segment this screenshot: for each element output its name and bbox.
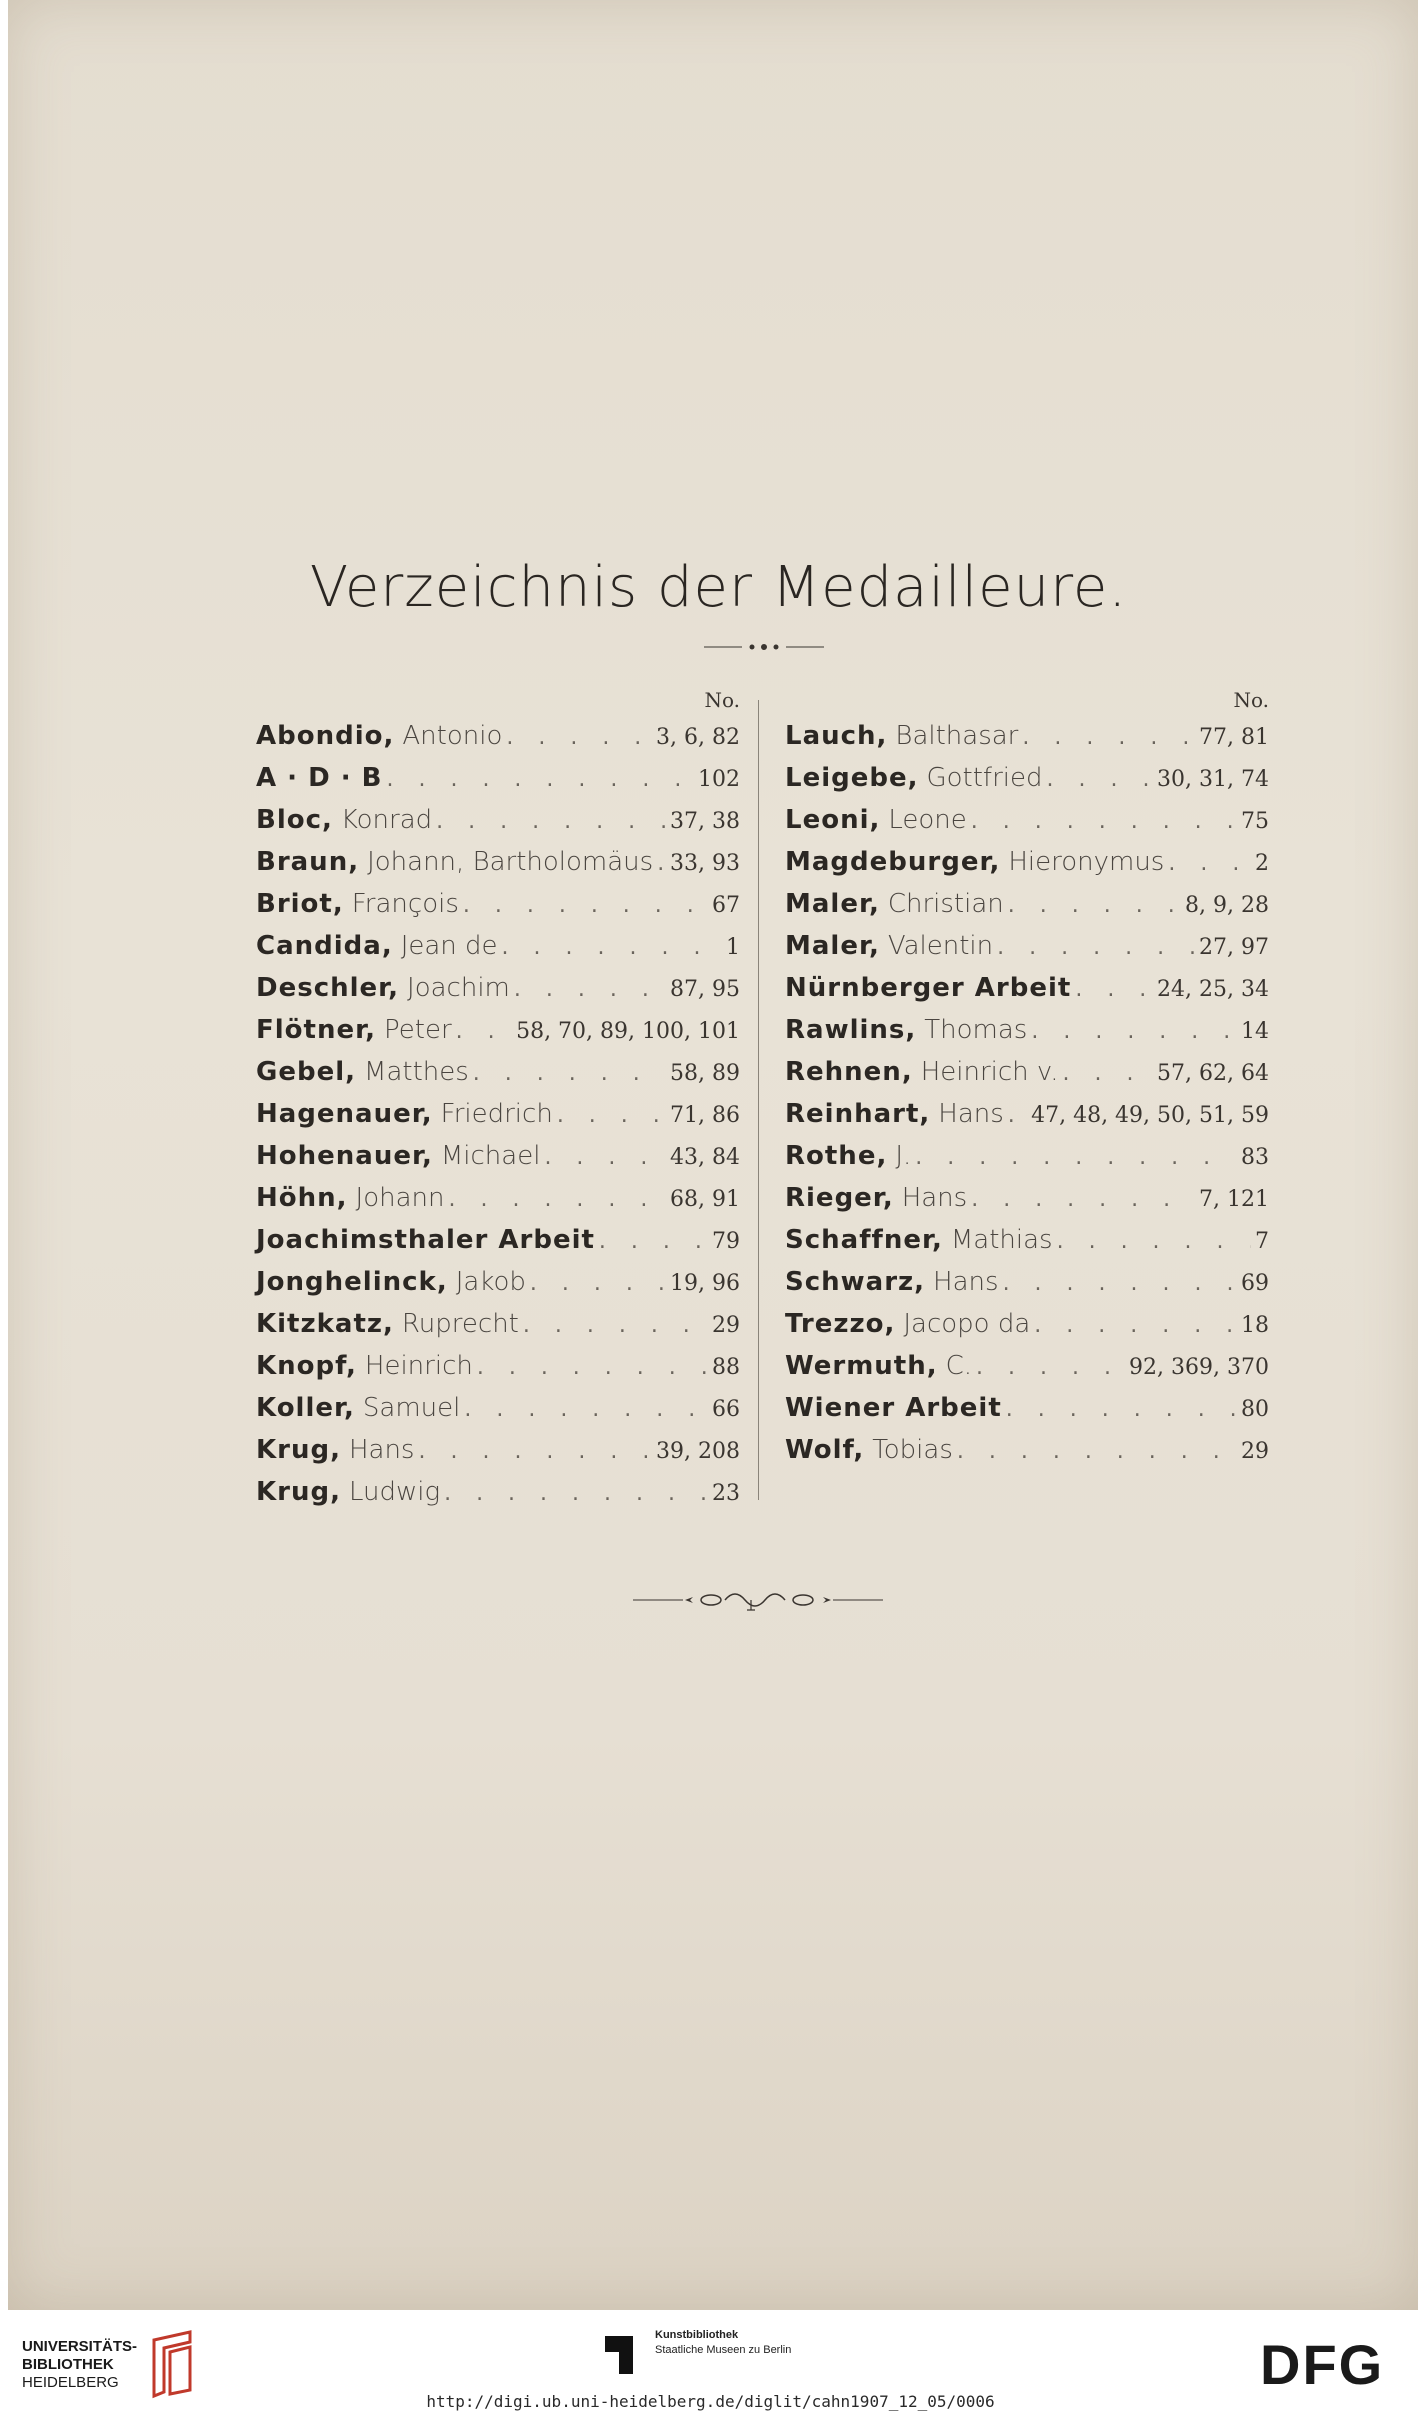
item-numbers: 18 — [1241, 1313, 1269, 1338]
medallist-name: Briot, — [256, 889, 344, 919]
medallist-name: Rehnen, — [785, 1057, 913, 1087]
medallist-name: Wermuth, — [785, 1351, 938, 1381]
dot-leader — [464, 1389, 708, 1431]
medallist-given-name: Jean de — [400, 931, 498, 961]
index-entry — [256, 799, 740, 841]
index-entry — [256, 1429, 740, 1471]
dot-leader — [477, 1347, 708, 1389]
kunstbibliothek-name — [655, 2328, 791, 2358]
column-divider — [758, 700, 759, 1500]
university-library-logo-icon — [142, 2330, 202, 2400]
dot-leader — [657, 843, 666, 885]
medallist-name: Schaffner, — [785, 1225, 943, 1255]
index-entry — [256, 1303, 740, 1345]
item-numbers: 37, 38 — [670, 809, 740, 834]
medallist-given-name: Ruprecht — [401, 1309, 519, 1339]
dot-leader — [514, 969, 666, 1011]
left-column — [256, 685, 740, 1513]
index-entry — [256, 1471, 740, 1513]
no-column-header: No. — [1233, 688, 1269, 712]
medallist-given-name: Samuel — [362, 1393, 461, 1423]
medallist-name: Maler, — [785, 889, 880, 919]
medallist-name: Jonghelinck, — [256, 1267, 448, 1297]
item-numbers: 75 — [1241, 809, 1269, 834]
item-numbers: 68, 91 — [670, 1187, 740, 1212]
item-numbers: 14 — [1241, 1019, 1269, 1044]
dot-leader — [976, 1347, 1125, 1389]
item-numbers: 88 — [712, 1355, 740, 1380]
index-entry — [256, 841, 740, 883]
dot-leader — [971, 801, 1237, 843]
right-column — [785, 685, 1269, 1471]
item-numbers: 23 — [712, 1481, 740, 1506]
dot-leader — [502, 927, 722, 969]
medallist-given-name: Hans — [348, 1435, 415, 1465]
dot-leader — [386, 759, 694, 801]
item-numbers: 7 — [1255, 1229, 1269, 1254]
index-entry — [256, 1387, 740, 1429]
dot-leader — [1063, 1053, 1153, 1095]
dfg-logo: DFG — [1260, 2333, 1385, 2396]
dot-leader — [1006, 1389, 1237, 1431]
medallist-name: Trezzo, — [785, 1309, 896, 1339]
title-ornament — [704, 640, 824, 654]
medallist-given-name: Jakob — [455, 1267, 526, 1297]
index-entry — [256, 883, 740, 925]
dot-leader — [1008, 1095, 1027, 1137]
medallist-name: Magdeburger, — [785, 847, 1001, 877]
item-numbers: 47, 48, 49, 50, 51, 59 — [1031, 1103, 1269, 1128]
medallist-given-name: Heinrich v. — [920, 1057, 1059, 1087]
left-entries — [256, 715, 740, 1513]
medallist-given-name: Heinrich — [364, 1351, 473, 1381]
medallist-name: Wolf, — [785, 1435, 865, 1465]
item-numbers: 29 — [712, 1313, 740, 1338]
item-numbers: 43, 84 — [670, 1145, 740, 1170]
medallist-name: Gebel, — [256, 1057, 357, 1087]
dot-leader — [530, 1263, 666, 1305]
medallist-name: Hohenauer, — [256, 1141, 433, 1171]
medallist-given-name: Valentin — [887, 931, 994, 961]
item-numbers: 1 — [726, 935, 740, 960]
medallist-given-name: J. — [895, 1141, 912, 1171]
medallist-name: Krug, — [256, 1435, 341, 1465]
item-numbers: 58, 70, 89, 100, 101 — [516, 1019, 740, 1044]
medallist-name: Lauch, — [785, 721, 888, 751]
dot-leader — [971, 1179, 1195, 1221]
item-numbers: 33, 93 — [670, 851, 740, 876]
medallist-name: Candida, — [256, 931, 393, 961]
end-ornament — [633, 1585, 883, 1615]
item-numbers: 102 — [698, 767, 740, 792]
index-entry — [256, 925, 740, 967]
medallist-name: Leoni, — [785, 805, 881, 835]
medallist-given-name: Ludwig — [348, 1477, 441, 1507]
index-entry — [785, 1219, 1269, 1261]
medallist-name: Krug, — [256, 1477, 341, 1507]
item-numbers: 57, 62, 64 — [1157, 1061, 1269, 1086]
index-entry — [256, 1009, 740, 1051]
dot-leader — [444, 1473, 708, 1515]
medallist-given-name: Balthasar — [895, 721, 1019, 751]
index-entry — [256, 1219, 740, 1261]
kb-line: Staatliche Museen zu Berlin — [655, 2344, 792, 2356]
index-entry — [785, 841, 1269, 883]
item-numbers: 2 — [1255, 851, 1269, 876]
library-line: BIBLIOTHEK — [22, 2356, 114, 2373]
index-entry — [785, 715, 1269, 757]
medallist-name: Knopf, — [256, 1351, 357, 1381]
dot-leader — [1057, 1221, 1251, 1263]
dot-leader — [1022, 717, 1195, 759]
dot-leader — [1168, 843, 1251, 885]
medallist-given-name: Hans — [933, 1267, 999, 1297]
index-entry — [256, 1051, 740, 1093]
medallist-name: Abondio, — [256, 721, 395, 751]
index-entry — [785, 757, 1269, 799]
index-entry — [256, 1135, 740, 1177]
medallist-given-name: Johann — [355, 1183, 445, 1213]
item-numbers: 8, 9, 28 — [1185, 893, 1269, 918]
dot-leader — [544, 1137, 666, 1179]
medallist-name: Schwarz, — [785, 1267, 926, 1297]
dot-leader — [599, 1221, 708, 1263]
item-numbers: 66 — [712, 1397, 740, 1422]
kunstbibliothek-logo-icon — [605, 2334, 649, 2378]
item-numbers: 79 — [712, 1229, 740, 1254]
index-entry — [256, 1345, 740, 1387]
medallist-given-name: C. — [945, 1351, 973, 1381]
medallist-given-name: Hans — [938, 1099, 1004, 1129]
medallist-given-name: Friedrich — [440, 1099, 553, 1129]
medallist-given-name: Leone — [888, 805, 967, 835]
index-entry — [785, 1345, 1269, 1387]
source-url[interactable]: http://digi.ub.uni-heidelberg.de/diglit/cahn1907_12_05/0006 — [426, 2392, 995, 2411]
item-numbers: 67 — [712, 893, 740, 918]
dot-leader — [436, 801, 666, 843]
medallist-name: Maler, — [785, 931, 880, 961]
medallist-name: Rothe, — [785, 1141, 888, 1171]
dot-leader — [456, 1011, 512, 1053]
medallist-name: Joachimsthaler Arbeit — [256, 1225, 595, 1255]
index-entry — [785, 1009, 1269, 1051]
medallist-given-name: Konrad — [340, 805, 433, 835]
medallist-name: Rieger, — [785, 1183, 894, 1213]
dot-leader — [997, 927, 1195, 969]
item-numbers: 30, 31, 74 — [1157, 767, 1269, 792]
medallist-name: Kitzkatz, — [256, 1309, 394, 1339]
item-numbers: 80 — [1241, 1397, 1269, 1422]
medallist-name: Höhn, — [256, 1183, 348, 1213]
medallist-name: Bloc, — [256, 805, 333, 835]
dot-leader — [1075, 969, 1153, 1011]
item-numbers: 39, 208 — [656, 1439, 740, 1464]
index-entry — [785, 799, 1269, 841]
right-entries — [785, 715, 1269, 1471]
index-entry — [256, 1261, 740, 1303]
item-numbers: 29 — [1241, 1439, 1269, 1464]
library-name — [22, 2338, 137, 2392]
medallist-name: Nürnberger Arbeit — [785, 973, 1072, 1003]
dot-leader — [523, 1305, 708, 1347]
index-entry — [785, 925, 1269, 967]
medallist-name: Deschler, — [256, 973, 400, 1003]
medallist-name: Rawlins, — [785, 1015, 917, 1045]
index-entry — [785, 1429, 1269, 1471]
dot-leader — [463, 885, 708, 927]
medallist-given-name: Gottfried — [926, 763, 1043, 793]
item-numbers: 19, 96 — [670, 1271, 740, 1296]
scanned-page — [8, 0, 1418, 2310]
dot-leader — [448, 1179, 666, 1221]
dot-leader — [957, 1431, 1237, 1473]
item-numbers: 69 — [1241, 1271, 1269, 1296]
index-entry — [785, 1303, 1269, 1345]
page-title: Verzeichnis der Medailleure. — [309, 555, 1128, 620]
index-entry — [256, 715, 740, 757]
item-numbers: 3, 6, 82 — [656, 725, 740, 750]
medallist-given-name: Johann, Bartholomäus — [367, 847, 654, 877]
medallist-given-name: Joachim — [407, 973, 510, 1003]
dot-leader — [1031, 1011, 1237, 1053]
item-numbers: 83 — [1241, 1145, 1269, 1170]
footer-bar — [0, 2310, 1421, 2415]
medallist-given-name: Christian — [887, 889, 1004, 919]
medallist-name: Koller, — [256, 1393, 355, 1423]
dot-leader — [1008, 885, 1181, 927]
medallist-given-name: Michael — [440, 1141, 541, 1171]
index-entry — [785, 1387, 1269, 1429]
index-entry — [785, 1093, 1269, 1135]
medallist-name: Wiener Arbeit — [785, 1393, 1002, 1423]
no-column-header: No. — [704, 688, 740, 712]
medallist-given-name: Hans — [901, 1183, 968, 1213]
dot-leader — [418, 1431, 652, 1473]
dot-leader — [915, 1137, 1237, 1179]
dot-leader — [1003, 1263, 1237, 1305]
medallist-name: Hagenauer, — [256, 1099, 433, 1129]
item-numbers: 7, 121 — [1199, 1187, 1269, 1212]
item-numbers: 87, 95 — [670, 977, 740, 1002]
medallist-name: Leigebe, — [785, 763, 919, 793]
dot-leader — [506, 717, 652, 759]
index-entry — [785, 967, 1269, 1009]
medallist-name: Braun, — [256, 847, 360, 877]
library-line: UNIVERSITÄTS- — [22, 2338, 138, 2355]
medallist-name: Reinhart, — [785, 1099, 931, 1129]
medallist-given-name: Thomas — [924, 1015, 1028, 1045]
medallist-name: A · D · B — [256, 763, 383, 793]
index-entry — [256, 1177, 740, 1219]
medallist-given-name: Matthes — [364, 1057, 469, 1087]
medallist-given-name: Hieronymus — [1008, 847, 1165, 877]
index-entry — [785, 1261, 1269, 1303]
medallist-name: Flötner, — [256, 1015, 376, 1045]
medallist-given-name: Tobias — [872, 1435, 953, 1465]
item-numbers: 24, 25, 34 — [1157, 977, 1269, 1002]
index-entry — [256, 967, 740, 1009]
index-entry — [785, 1135, 1269, 1177]
medallist-given-name: Jacopo da — [903, 1309, 1031, 1339]
index-entry — [785, 1177, 1269, 1219]
dot-leader — [1034, 1305, 1237, 1347]
item-numbers: 92, 369, 370 — [1129, 1355, 1269, 1380]
medallist-given-name: Peter — [384, 1015, 452, 1045]
index-entry — [785, 1051, 1269, 1093]
kb-line: Kunstbibliothek — [655, 2329, 739, 2341]
library-line: HEIDELBERG — [22, 2374, 119, 2391]
index-entry — [256, 1093, 740, 1135]
dot-leader — [1047, 759, 1154, 801]
item-numbers: 27, 97 — [1199, 935, 1269, 960]
medallist-given-name: Mathias — [950, 1225, 1053, 1255]
index-entry — [785, 883, 1269, 925]
dot-leader — [557, 1095, 666, 1137]
item-numbers: 71, 86 — [670, 1103, 740, 1128]
medallist-given-name: Antonio — [402, 721, 503, 751]
item-numbers: 58, 89 — [670, 1061, 740, 1086]
dot-leader — [473, 1053, 666, 1095]
item-numbers: 77, 81 — [1199, 725, 1269, 750]
index-entry — [256, 757, 740, 799]
medallist-given-name: François — [351, 889, 459, 919]
